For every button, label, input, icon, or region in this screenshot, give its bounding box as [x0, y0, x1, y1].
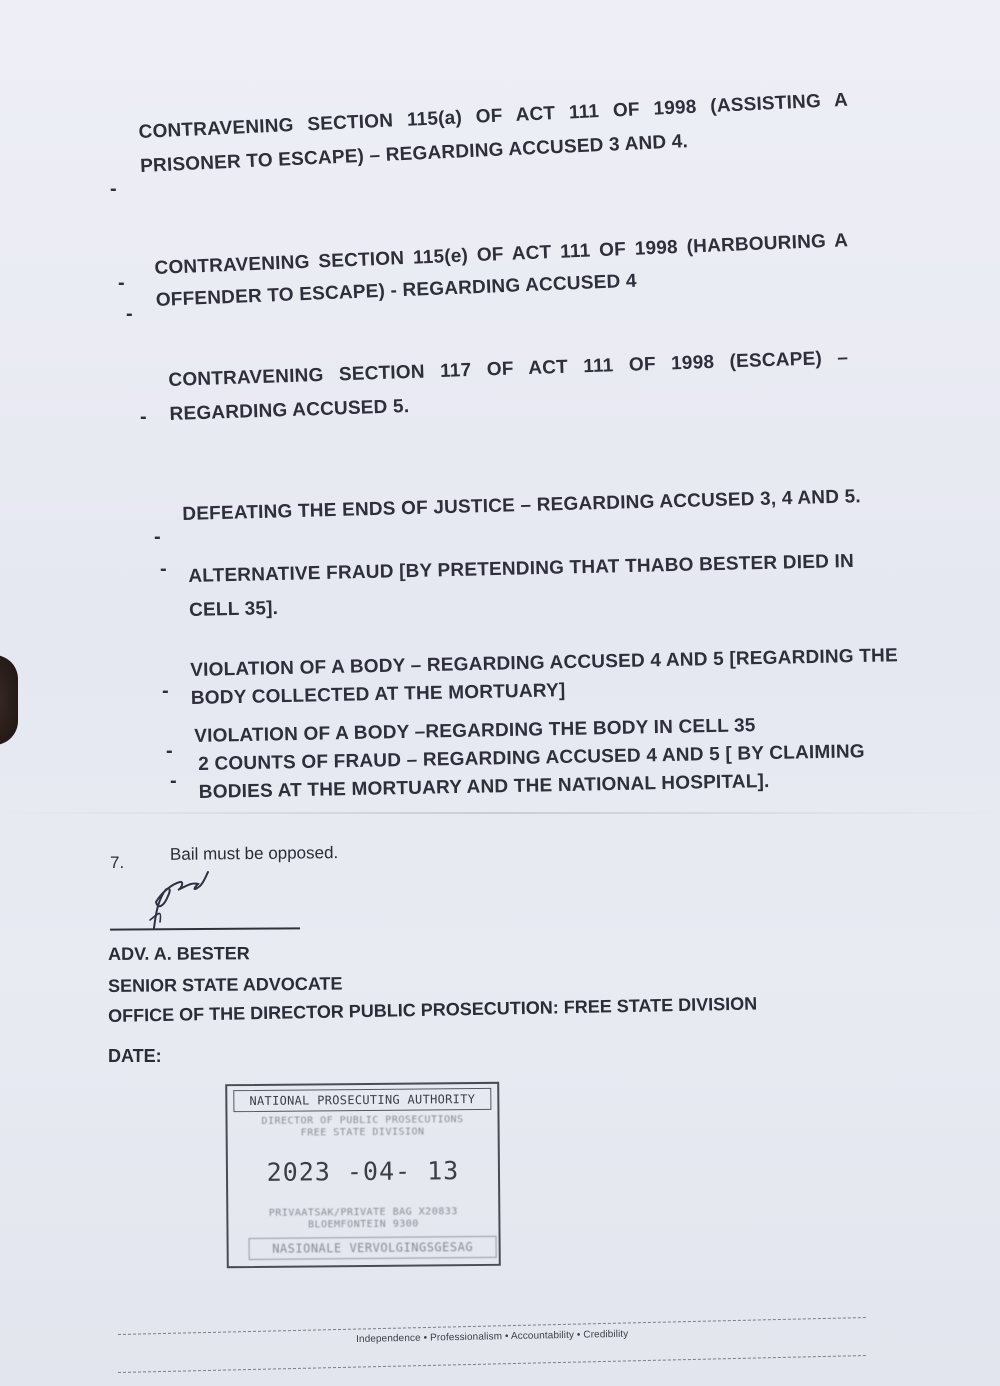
- bullet-dash: -: [118, 272, 125, 294]
- charge-line: ALTERNATIVE FRAUD [BY PRETENDING THAT THABO BESTER DIED IN: [188, 550, 855, 587]
- bullet-dash: -: [170, 770, 177, 792]
- date-label: DATE:: [108, 1046, 162, 1066]
- thumb: [0, 655, 18, 745]
- signature: [142, 862, 222, 932]
- paragraph-text: Bail must be opposed.: [169, 843, 339, 864]
- bullet-dash: -: [140, 406, 147, 428]
- paper-fold: [0, 812, 1000, 814]
- bullet-dash: -: [126, 303, 133, 325]
- charge-line: VIOLATION OF A BODY – REGARDING ACCUSED 4 AND 5 [REGARDING THE: [190, 645, 899, 681]
- charge-item: [154, 226, 850, 316]
- charge-item: [138, 86, 850, 182]
- stamp-line: BLOEMFONTEIN 9300: [307, 1218, 419, 1231]
- official-stamp: [225, 1082, 501, 1268]
- stamp-line: PRIVAATSAK/PRIVATE BAG X20833: [268, 1206, 458, 1219]
- charge-item: [198, 738, 866, 808]
- charge-item: [168, 343, 850, 430]
- charge-line: DEFEATING THE ENDS OF JUSTICE – REGARDING ACCUSED 3, 4 AND 5.: [182, 486, 862, 525]
- charge-line: CONTRAVENING SECTION 115(a) OF ACT 111 OF 1998 (ASSISTING A: [138, 89, 849, 143]
- charge-line: CONTRAVENING SECTION 117 OF ACT 111 OF 1998 (ESCAPE) –: [168, 347, 849, 391]
- charge-line: BODY COLLECTED AT THE MORTUARY]: [190, 680, 566, 709]
- charge-line: OFFENDER TO ESCAPE) - REGARDING ACCUSED 4: [155, 270, 638, 311]
- stamp-bottom: NASIONALE VERVOLGINGSGESAG: [249, 1236, 497, 1260]
- signatory-name: ADV. A. BESTER: [108, 943, 250, 964]
- charge-line: REGARDING ACCUSED 5.: [169, 396, 410, 425]
- charge-item: [190, 642, 899, 714]
- bullet-dash: -: [110, 178, 117, 200]
- signatory-office: OFFICE OF THE DIRECTOR PUBLIC PROSECUTION: FREE STATE DIVISION: [108, 993, 758, 1026]
- charge-line: PRISONER TO ESCAPE) – REGARDING ACCUSED 3 AND 4.: [139, 131, 689, 177]
- charge-line: CONTRAVENING SECTION 115(e) OF ACT 111 OF 1998 (HARBOURING A: [154, 230, 849, 279]
- stamp-line: FREE STATE DIVISION: [300, 1126, 425, 1139]
- bullet-dash: -: [166, 740, 173, 762]
- paragraph-number: 7.: [110, 853, 125, 872]
- stamp-date: 2023 -04- 13: [266, 1156, 460, 1187]
- charge-line: CELL 35].: [188, 597, 279, 621]
- stamp-authority: NATIONAL PROSECUTING AUTHORITY: [233, 1088, 491, 1112]
- charge-line: BODIES AT THE MORTUARY AND THE NATIONAL HOSPITAL].: [198, 771, 770, 803]
- charge-line: 2 COUNTS OF FRAUD – REGARDING ACCUSED 4 AND 5 [ BY CLAIMING: [198, 741, 866, 775]
- bullet-dash: -: [154, 526, 161, 548]
- stamp-line: DIRECTOR OF PUBLIC PROSECUTIONS: [261, 1114, 464, 1127]
- charge-item: [188, 547, 855, 626]
- footer-rule: [118, 1355, 866, 1373]
- bullet-dash: -: [160, 558, 167, 580]
- footer-motto: Independence • Professionalism • Accountability • Credibility: [356, 1328, 629, 1345]
- bullet-dash: -: [162, 680, 169, 702]
- charge-line: VIOLATION OF A BODY –REGARDING THE BODY IN CELL 35: [194, 715, 756, 747]
- charge-item: [182, 482, 861, 530]
- signatory-title: SENIOR STATE ADVOCATE: [108, 973, 343, 996]
